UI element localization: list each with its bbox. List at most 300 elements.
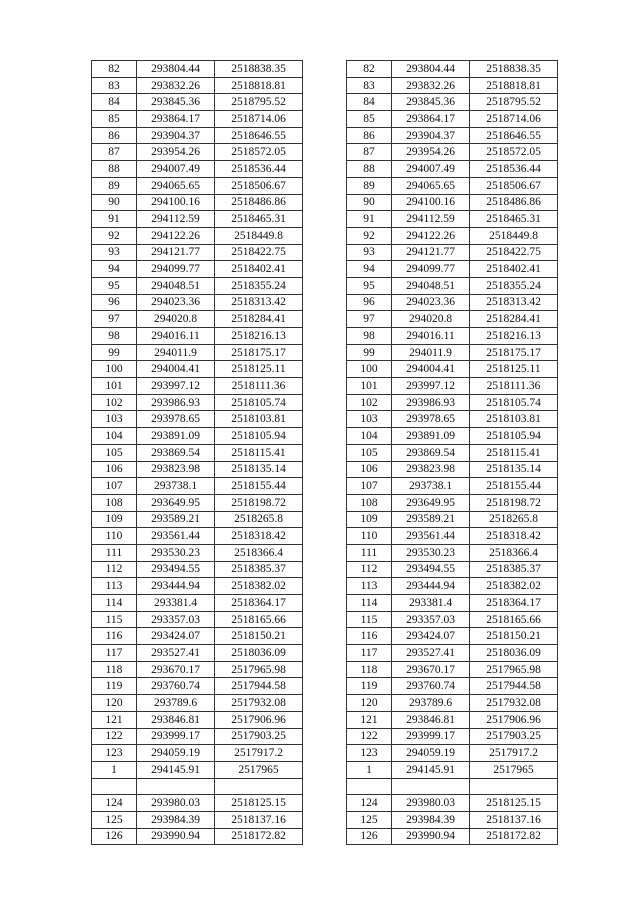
table-row: [92, 811, 303, 828]
table-row: [92, 444, 303, 461]
table-row: [92, 344, 303, 361]
x-coordinate-cell: 294065.65: [137, 177, 215, 194]
point-number-cell: 106: [92, 461, 137, 478]
point-number-cell: 119: [92, 678, 137, 695]
y-coordinate-cell: 2518364.17: [215, 595, 303, 612]
y-coordinate-cell: 2518714.06: [215, 111, 303, 128]
point-number-cell: 120: [347, 695, 392, 712]
y-coordinate-cell: 2518313.42: [215, 294, 303, 311]
point-number-cell: 97: [92, 311, 137, 328]
y-coordinate-cell: 2518111.36: [215, 378, 303, 395]
table-row: [347, 695, 558, 712]
point-number-cell: 114: [92, 595, 137, 612]
y-coordinate-cell: 2518536.44: [470, 161, 558, 178]
y-coordinate-cell: 2518135.14: [470, 461, 558, 478]
point-number-cell: 112: [347, 561, 392, 578]
table-row: [92, 828, 303, 845]
x-coordinate-cell: 293845.36: [137, 94, 215, 111]
table-row: [92, 394, 303, 411]
table-row: [92, 611, 303, 628]
point-number-cell: 105: [347, 444, 392, 461]
x-coordinate-cell: 293357.03: [137, 611, 215, 628]
x-coordinate-cell: 293804.44: [137, 61, 215, 78]
y-coordinate-cell: 2518486.86: [470, 194, 558, 211]
point-number-cell: 94: [92, 261, 137, 278]
point-number-cell: [347, 778, 392, 795]
x-coordinate-cell: 293980.03: [392, 795, 470, 812]
point-number-cell: 108: [347, 494, 392, 511]
point-number-cell: 85: [347, 111, 392, 128]
point-number-cell: 82: [92, 61, 137, 78]
point-number-cell: 82: [347, 61, 392, 78]
point-number-cell: 107: [92, 478, 137, 495]
y-coordinate-cell: 2518115.41: [470, 444, 558, 461]
table-row: [347, 411, 558, 428]
y-coordinate-cell: 2518105.94: [215, 428, 303, 445]
table-row: [92, 678, 303, 695]
y-coordinate-cell: [470, 778, 558, 795]
y-coordinate-cell: 2518572.05: [215, 144, 303, 161]
point-number-cell: 84: [92, 94, 137, 111]
x-coordinate-cell: 294004.41: [392, 361, 470, 378]
point-number-cell: 94: [347, 261, 392, 278]
table-row: [92, 428, 303, 445]
x-coordinate-cell: 293845.36: [392, 94, 470, 111]
x-coordinate-cell: 293846.81: [137, 711, 215, 728]
x-coordinate-cell: 293561.44: [137, 528, 215, 545]
x-coordinate-cell: 293823.98: [392, 461, 470, 478]
table-row: [347, 194, 558, 211]
table-row: [347, 478, 558, 495]
y-coordinate-cell: 2518155.44: [470, 478, 558, 495]
table-row: [92, 244, 303, 261]
table-row: [347, 394, 558, 411]
y-coordinate-cell: 2518422.75: [215, 244, 303, 261]
y-coordinate-cell: 2518175.17: [215, 344, 303, 361]
table-row: [347, 595, 558, 612]
table-row: [92, 378, 303, 395]
y-coordinate-cell: 2517906.96: [215, 711, 303, 728]
y-coordinate-cell: 2518402.41: [470, 261, 558, 278]
y-coordinate-cell: 2518216.13: [470, 328, 558, 345]
x-coordinate-cell: 294099.77: [392, 261, 470, 278]
y-coordinate-cell: 2518198.72: [215, 494, 303, 511]
table-row: [347, 461, 558, 478]
x-coordinate-cell: 293444.94: [392, 578, 470, 595]
y-coordinate-cell: 2517932.08: [215, 695, 303, 712]
table-row: [92, 311, 303, 328]
table-row: [92, 728, 303, 745]
x-coordinate-cell: 293760.74: [137, 678, 215, 695]
y-coordinate-cell: 2518366.4: [470, 544, 558, 561]
point-number-cell: 101: [92, 378, 137, 395]
y-coordinate-cell: 2518172.82: [215, 828, 303, 845]
point-number-cell: 85: [92, 111, 137, 128]
point-number-cell: 124: [347, 795, 392, 812]
table-row: [92, 578, 303, 595]
point-number-cell: 93: [92, 244, 137, 261]
point-number-cell: 103: [92, 411, 137, 428]
x-coordinate-cell: 293804.44: [392, 61, 470, 78]
point-number-cell: 98: [347, 328, 392, 345]
x-coordinate-cell: 294048.51: [392, 277, 470, 294]
point-number-cell: 123: [92, 745, 137, 762]
coordinate-table-left-body: [92, 61, 303, 845]
table-row: [347, 511, 558, 528]
y-coordinate-cell: 2518313.42: [470, 294, 558, 311]
x-coordinate-cell: 293823.98: [137, 461, 215, 478]
point-number-cell: 121: [347, 711, 392, 728]
table-row: [92, 227, 303, 244]
point-number-cell: 88: [347, 161, 392, 178]
y-coordinate-cell: 2518795.52: [470, 94, 558, 111]
table-row: [347, 244, 558, 261]
point-number-cell: 96: [92, 294, 137, 311]
table-row: [92, 795, 303, 812]
table-row: [92, 111, 303, 128]
point-number-cell: 92: [347, 227, 392, 244]
point-number-cell: 90: [92, 194, 137, 211]
x-coordinate-cell: 294011.9: [137, 344, 215, 361]
table-row: [347, 611, 558, 628]
x-coordinate-cell: 293424.07: [392, 628, 470, 645]
y-coordinate-cell: 2518838.35: [470, 61, 558, 78]
x-coordinate-cell: 293864.17: [137, 111, 215, 128]
point-number-cell: 121: [92, 711, 137, 728]
y-coordinate-cell: 2518172.82: [470, 828, 558, 845]
y-coordinate-cell: 2517906.96: [470, 711, 558, 728]
coordinate-table-left: [91, 60, 303, 845]
x-coordinate-cell: 293589.21: [392, 511, 470, 528]
x-coordinate-cell: 293738.1: [137, 478, 215, 495]
y-coordinate-cell: 2517944.58: [215, 678, 303, 695]
y-coordinate-cell: 2518536.44: [215, 161, 303, 178]
x-coordinate-cell: 294023.36: [137, 294, 215, 311]
point-number-cell: 116: [92, 628, 137, 645]
table-row: [347, 227, 558, 244]
y-coordinate-cell: 2518382.02: [470, 578, 558, 595]
x-coordinate-cell: 294121.77: [137, 244, 215, 261]
point-number-cell: 1: [347, 761, 392, 778]
table-row: [92, 661, 303, 678]
y-coordinate-cell: 2518216.13: [215, 328, 303, 345]
x-coordinate-cell: 293424.07: [137, 628, 215, 645]
point-number-cell: 125: [92, 811, 137, 828]
table-row: [347, 444, 558, 461]
y-coordinate-cell: 2517932.08: [470, 695, 558, 712]
y-coordinate-cell: 2518385.37: [215, 561, 303, 578]
point-number-cell: 96: [347, 294, 392, 311]
y-coordinate-cell: 2518318.42: [215, 528, 303, 545]
point-number-cell: 89: [347, 177, 392, 194]
y-coordinate-cell: 2518125.15: [470, 795, 558, 812]
table-row: [92, 77, 303, 94]
point-number-cell: 118: [347, 661, 392, 678]
table-row: [92, 511, 303, 528]
point-number-cell: 109: [92, 511, 137, 528]
y-coordinate-cell: 2518646.55: [470, 127, 558, 144]
point-number-cell: 99: [92, 344, 137, 361]
table-row: [92, 144, 303, 161]
table-row: [347, 528, 558, 545]
table-row: [92, 478, 303, 495]
x-coordinate-cell: 294145.91: [137, 761, 215, 778]
point-number-cell: 125: [347, 811, 392, 828]
y-coordinate-cell: 2518449.8: [470, 227, 558, 244]
x-coordinate-cell: [392, 778, 470, 795]
point-number-cell: 105: [92, 444, 137, 461]
table-row: [92, 211, 303, 228]
x-coordinate-cell: 293527.41: [392, 645, 470, 662]
y-coordinate-cell: 2517965.98: [470, 661, 558, 678]
x-coordinate-cell: 293990.94: [137, 828, 215, 845]
table-row: [347, 745, 558, 762]
y-coordinate-cell: 2518155.44: [215, 478, 303, 495]
table-row: [347, 378, 558, 395]
y-coordinate-cell: 2518115.41: [215, 444, 303, 461]
table-row: [347, 61, 558, 78]
x-coordinate-cell: 294112.59: [392, 211, 470, 228]
x-coordinate-cell: 293984.39: [137, 811, 215, 828]
x-coordinate-cell: 293891.09: [392, 428, 470, 445]
point-number-cell: 113: [347, 578, 392, 595]
y-coordinate-cell: 2518402.41: [215, 261, 303, 278]
table-row: [92, 461, 303, 478]
point-number-cell: 91: [347, 211, 392, 228]
point-number-cell: 95: [92, 277, 137, 294]
x-coordinate-cell: 293649.95: [392, 494, 470, 511]
x-coordinate-cell: 294007.49: [392, 161, 470, 178]
point-number-cell: 115: [347, 611, 392, 628]
point-number-cell: 92: [92, 227, 137, 244]
point-number-cell: 99: [347, 344, 392, 361]
point-number-cell: 115: [92, 611, 137, 628]
point-number-cell: 117: [92, 645, 137, 662]
table-row: [92, 761, 303, 778]
point-number-cell: 100: [92, 361, 137, 378]
table-row: [92, 127, 303, 144]
point-number-cell: 117: [347, 645, 392, 662]
table-row: [347, 795, 558, 812]
coordinate-table-right: [346, 60, 558, 845]
table-row: [92, 544, 303, 561]
y-coordinate-cell: 2518198.72: [470, 494, 558, 511]
x-coordinate-cell: 293738.1: [392, 478, 470, 495]
table-row: [347, 811, 558, 828]
x-coordinate-cell: 293980.03: [137, 795, 215, 812]
point-number-cell: 90: [347, 194, 392, 211]
table-row: [347, 778, 558, 795]
x-coordinate-cell: 293670.17: [137, 661, 215, 678]
point-number-cell: 104: [92, 428, 137, 445]
table-row: [92, 361, 303, 378]
x-coordinate-cell: 293864.17: [392, 111, 470, 128]
y-coordinate-cell: 2518105.94: [470, 428, 558, 445]
x-coordinate-cell: 293494.55: [137, 561, 215, 578]
point-number-cell: 91: [92, 211, 137, 228]
y-coordinate-cell: 2518355.24: [470, 277, 558, 294]
y-coordinate-cell: 2518506.67: [470, 177, 558, 194]
point-number-cell: 88: [92, 161, 137, 178]
table-row: [92, 745, 303, 762]
point-number-cell: 110: [347, 528, 392, 545]
table-row: [347, 628, 558, 645]
table-row: [92, 695, 303, 712]
x-coordinate-cell: 294020.8: [137, 311, 215, 328]
table-row: [347, 111, 558, 128]
x-coordinate-cell: 293984.39: [392, 811, 470, 828]
table-row: [347, 428, 558, 445]
x-coordinate-cell: 293789.6: [392, 695, 470, 712]
point-number-cell: 102: [347, 394, 392, 411]
table-row: [347, 645, 558, 662]
point-number-cell: 106: [347, 461, 392, 478]
point-number-cell: 95: [347, 277, 392, 294]
point-number-cell: 118: [92, 661, 137, 678]
point-number-cell: 116: [347, 628, 392, 645]
point-number-cell: 103: [347, 411, 392, 428]
x-coordinate-cell: 294020.8: [392, 311, 470, 328]
table-row: [347, 261, 558, 278]
y-coordinate-cell: 2518111.36: [470, 378, 558, 395]
table-row: [92, 628, 303, 645]
x-coordinate-cell: 294007.49: [137, 161, 215, 178]
x-coordinate-cell: 293986.93: [137, 394, 215, 411]
x-coordinate-cell: 294099.77: [137, 261, 215, 278]
table-row: [347, 161, 558, 178]
x-coordinate-cell: 293978.65: [392, 411, 470, 428]
x-coordinate-cell: 293997.12: [137, 378, 215, 395]
point-number-cell: 84: [347, 94, 392, 111]
x-coordinate-cell: 293589.21: [137, 511, 215, 528]
x-coordinate-cell: 294023.36: [392, 294, 470, 311]
x-coordinate-cell: 293891.09: [137, 428, 215, 445]
table-row: [92, 194, 303, 211]
table-row: [347, 661, 558, 678]
y-coordinate-cell: 2518385.37: [470, 561, 558, 578]
x-coordinate-cell: 294004.41: [137, 361, 215, 378]
y-coordinate-cell: 2518506.67: [215, 177, 303, 194]
y-coordinate-cell: 2518795.52: [215, 94, 303, 111]
table-row: [347, 728, 558, 745]
x-coordinate-cell: 294121.77: [392, 244, 470, 261]
y-coordinate-cell: 2518465.31: [215, 211, 303, 228]
x-coordinate-cell: 294048.51: [137, 277, 215, 294]
point-number-cell: 113: [92, 578, 137, 595]
table-row: [347, 94, 558, 111]
y-coordinate-cell: 2518366.4: [215, 544, 303, 561]
y-coordinate-cell: 2518125.11: [215, 361, 303, 378]
y-coordinate-cell: 2518646.55: [215, 127, 303, 144]
table-row: [347, 328, 558, 345]
x-coordinate-cell: 293649.95: [137, 494, 215, 511]
x-coordinate-cell: 293381.4: [392, 595, 470, 612]
table-row: [92, 494, 303, 511]
table-row: [347, 311, 558, 328]
point-number-cell: 93: [347, 244, 392, 261]
y-coordinate-cell: 2518036.09: [470, 645, 558, 662]
x-coordinate-cell: 293954.26: [137, 144, 215, 161]
y-coordinate-cell: 2518137.16: [470, 811, 558, 828]
x-coordinate-cell: 293760.74: [392, 678, 470, 695]
x-coordinate-cell: 294059.19: [392, 745, 470, 762]
x-coordinate-cell: 293997.12: [392, 378, 470, 395]
x-coordinate-cell: 293999.17: [137, 728, 215, 745]
point-number-cell: 124: [92, 795, 137, 812]
x-coordinate-cell: 293986.93: [392, 394, 470, 411]
y-coordinate-cell: 2518465.31: [470, 211, 558, 228]
x-coordinate-cell: 293561.44: [392, 528, 470, 545]
point-number-cell: 120: [92, 695, 137, 712]
x-coordinate-cell: 293381.4: [137, 595, 215, 612]
point-number-cell: 102: [92, 394, 137, 411]
y-coordinate-cell: 2518422.75: [470, 244, 558, 261]
point-number-cell: 111: [347, 544, 392, 561]
table-row: [347, 578, 558, 595]
y-coordinate-cell: 2518103.81: [470, 411, 558, 428]
x-coordinate-cell: 293869.54: [392, 444, 470, 461]
table-row: [92, 595, 303, 612]
y-coordinate-cell: 2517917.2: [470, 745, 558, 762]
table-row: [92, 161, 303, 178]
x-coordinate-cell: 293527.41: [137, 645, 215, 662]
y-coordinate-cell: 2518364.17: [470, 595, 558, 612]
x-coordinate-cell: 294065.65: [392, 177, 470, 194]
y-coordinate-cell: 2517965: [470, 761, 558, 778]
y-coordinate-cell: 2518838.35: [215, 61, 303, 78]
y-coordinate-cell: 2517965: [215, 761, 303, 778]
x-coordinate-cell: 293990.94: [392, 828, 470, 845]
table-row: [92, 177, 303, 194]
point-number-cell: [92, 778, 137, 795]
y-coordinate-cell: [215, 778, 303, 795]
table-row: [92, 645, 303, 662]
table-row: [92, 94, 303, 111]
y-coordinate-cell: 2518714.06: [470, 111, 558, 128]
y-coordinate-cell: 2517944.58: [470, 678, 558, 695]
table-row: [347, 277, 558, 294]
x-coordinate-cell: 293789.6: [137, 695, 215, 712]
point-number-cell: 126: [347, 828, 392, 845]
x-coordinate-cell: 293954.26: [392, 144, 470, 161]
table-row: [92, 61, 303, 78]
y-coordinate-cell: 2518265.8: [470, 511, 558, 528]
y-coordinate-cell: 2518284.41: [215, 311, 303, 328]
y-coordinate-cell: 2518105.74: [215, 394, 303, 411]
x-coordinate-cell: 294122.26: [392, 227, 470, 244]
y-coordinate-cell: 2518105.74: [470, 394, 558, 411]
x-coordinate-cell: 293904.37: [137, 127, 215, 144]
y-coordinate-cell: 2518036.09: [215, 645, 303, 662]
table-row: [347, 711, 558, 728]
table-row: [347, 761, 558, 778]
table-row: [347, 127, 558, 144]
table-row: [92, 778, 303, 795]
y-coordinate-cell: 2518137.16: [215, 811, 303, 828]
y-coordinate-cell: 2518150.21: [215, 628, 303, 645]
point-number-cell: 83: [92, 77, 137, 94]
table-row: [347, 177, 558, 194]
table-row: [92, 277, 303, 294]
table-row: [347, 544, 558, 561]
point-number-cell: 112: [92, 561, 137, 578]
x-coordinate-cell: 293530.23: [392, 544, 470, 561]
y-coordinate-cell: 2518165.66: [470, 611, 558, 628]
x-coordinate-cell: 294016.11: [392, 328, 470, 345]
table-row: [92, 561, 303, 578]
y-coordinate-cell: 2518818.81: [215, 77, 303, 94]
x-coordinate-cell: 294059.19: [137, 745, 215, 762]
